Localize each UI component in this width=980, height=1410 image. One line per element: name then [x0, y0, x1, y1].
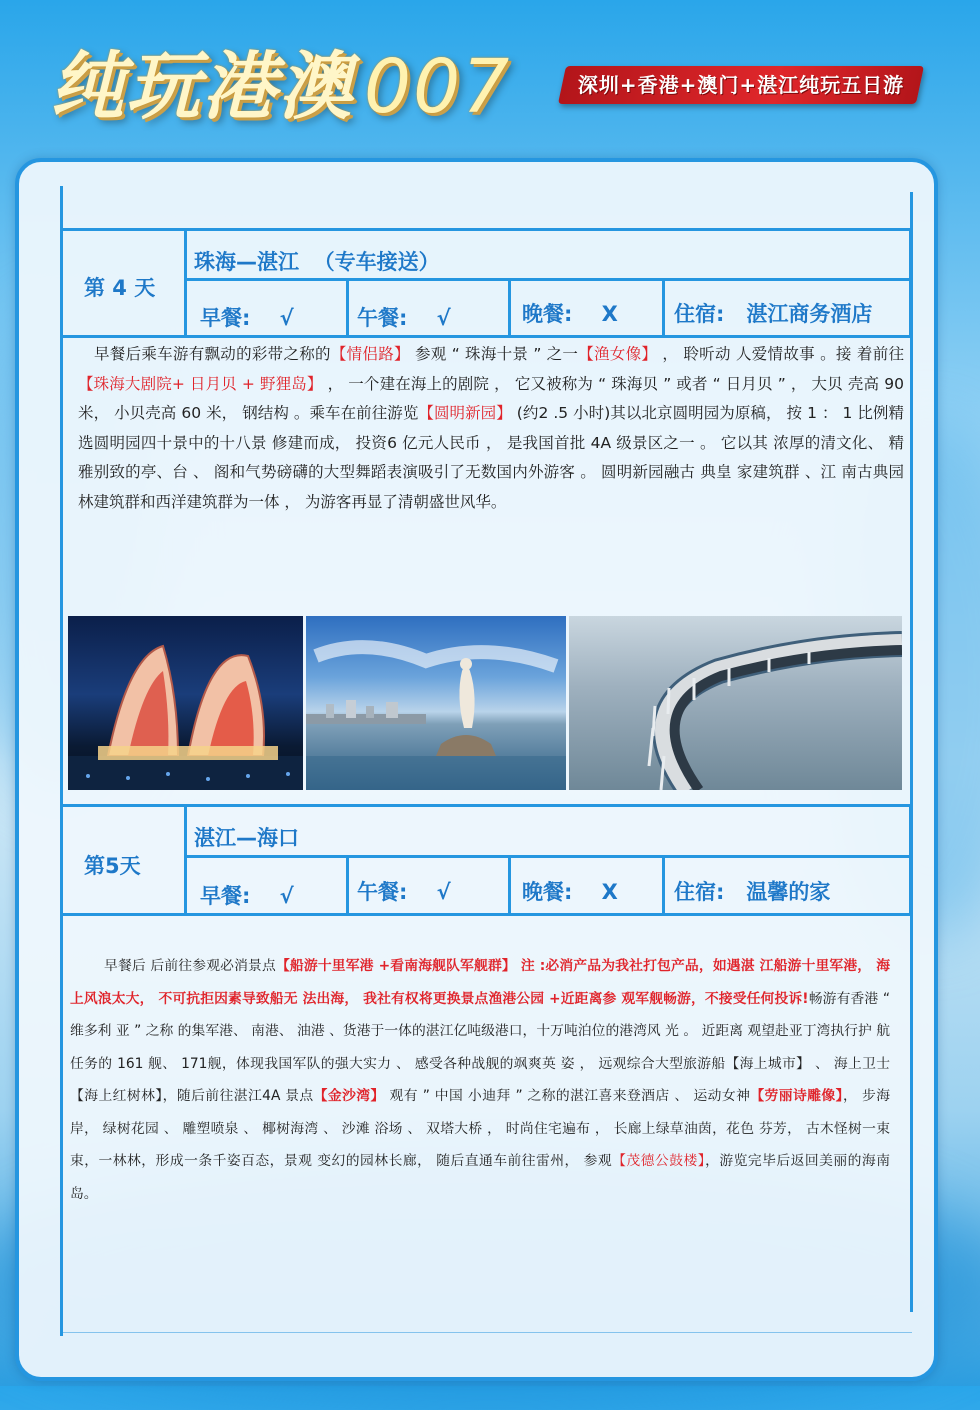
body-text: (约2 .5 小时)其以北京圆明园为原稿， 按 1 ： 1 比例精选圆明园四十景中的十八景 修建而成， 投资6 亿元人民币 ， 是我国首批 4A 级景区之一 。 它以其 浓厚的清文化、 精雅别致的亭、台 、 阁和气势磅礴的大型舞蹈表演吸引了无数国内外游客 。 圆明新园融古 典皇 家建筑群 、江 南古典园林建筑群和西洋建筑群为一体 ， 为游客再显了清朝盛世风华。 — [78, 404, 904, 511]
day4-divider-meal3 — [662, 278, 665, 338]
highlight-text: 【茂德公鼓楼】 — [612, 1153, 706, 1169]
day5-divider-row — [184, 855, 912, 858]
day4-route: 珠海—湛江 （专车接送） — [194, 250, 440, 274]
body-text: 参观 “ 珠海十景 ” 之一 — [409, 345, 579, 363]
body-text: ， 一个建在海上的剧院 ， 它又被称为 “ 珠海贝 ” 或者 “ 日月贝 ” ， 大贝 壳高 90 米， 小贝壳高 60 米， 钢结构 。乘车在前往游览 — [78, 374, 904, 422]
highlight-text: 【珠海大剧院+ 日月贝 + 野狸岛】 — [78, 374, 323, 393]
highlight-text: 【船游十里军港 +看南海舰队军舰群】 注 :必消产品为我社打包产品，如遇湛 江船游十里军港， 海上风浪太大， 不可抗拒因素导致船无 法出海， 我社有权将更换景点渔港公园 +近距离参 观军舰畅游，不接受任何投诉! — [70, 958, 891, 1007]
right-border-line — [910, 192, 913, 1312]
body-text: ，游览完毕后返回美丽的海南岛。 — [70, 1153, 890, 1202]
highlight-text: 【渔女像】 — [578, 345, 658, 363]
body-text: 畅游有香港 “ 维多利 亚 ” 之称 的集军港、 南港、 油港 、货港于一体的湛江亿吨级港口，十万吨泊位的港湾风 光 。 近距离 观望赴亚丁湾执行护 航任务的 161 舰、 171舰，体现我国军队的强大实力 、 感受各种战舰的飒爽英 姿 ， 远观综合大型旅游船【海上城市】 、 海上卫士【海上红树林】，随后前往湛江4A 景点 — [70, 990, 890, 1104]
tour-subtitle-banner — [558, 66, 924, 104]
day4-description — [78, 340, 904, 517]
theatre-illustration — [68, 616, 303, 790]
body-text: 早餐后乘车游有飘动的彩带之称的 — [94, 345, 331, 363]
day5-divider-meal2 — [508, 855, 511, 916]
day4-dinner: 晚餐: X — [522, 302, 618, 326]
bottom-guide-line — [60, 1332, 912, 1333]
left-border-line — [60, 186, 63, 1336]
day5-route: 湛江—海口 — [194, 826, 299, 850]
sea-bridge-photo — [569, 616, 902, 790]
highlight-text: 【圆明新园】 — [418, 404, 512, 422]
day4-label: 第 4 天 — [84, 276, 156, 300]
body-text: 早餐后 后前往参观必消景点 — [104, 958, 276, 974]
body-text: ， 聆听动 人爱情故事 。接 着前往 — [657, 345, 904, 363]
zhuhai-grand-theatre-photo — [68, 616, 303, 790]
day5-description — [70, 950, 890, 1210]
day5-label: 第5天 — [84, 854, 141, 878]
day4-divider-day — [184, 228, 187, 338]
day5-dinner: 晚餐: X — [522, 880, 618, 904]
day5-lodging: 住宿: 温馨的家 — [674, 880, 831, 904]
tour-subtitle-text: 深圳+香港+澳门+湛江纯玩五日游 — [577, 73, 905, 97]
day5-breakfast: 早餐: √ — [200, 884, 294, 908]
highlight-text: 【情侣路】 — [330, 345, 410, 363]
day5-divider-meal3 — [662, 855, 665, 916]
day4-divider-meal2 — [508, 278, 511, 338]
brand-title-text: 纯玩港澳 — [50, 44, 354, 130]
day5-divider-meal1 — [346, 855, 349, 916]
day4-lodging: 住宿: 湛江商务酒店 — [674, 302, 873, 326]
bridge-illustration — [569, 616, 902, 790]
day5-divider-day — [184, 804, 187, 916]
highlight-text: 【劳丽诗雕像】 — [750, 1088, 843, 1104]
brand-title-number: 007 — [364, 44, 512, 130]
fisher-girl-statue-photo — [306, 616, 566, 790]
statue-illustration — [306, 616, 566, 790]
highlight-text: 【金沙湾】 — [313, 1088, 385, 1104]
page-header — [0, 0, 980, 150]
day4-lunch: 午餐: √ — [357, 306, 451, 330]
body-text: 观有 ” 中国 小迪拜 ” 之称的湛江喜来登酒店 、 运动女神 — [384, 1088, 751, 1104]
day5-lunch: 午餐: √ — [357, 880, 451, 904]
day4-divider-meal1 — [346, 278, 349, 338]
day4-divider-row — [184, 278, 912, 281]
day4-breakfast: 早餐: √ — [200, 306, 294, 330]
brand-title — [50, 28, 511, 134]
body-text: ， 步海岸， 绿树花园 、 雕塑喷泉 、 椰树海湾 、 沙滩 浴场 、 双塔大桥 ， 时尚住宅遍布 ， 长廊上绿草油茵，花色 芬芳， 古木怪树一束束，一林林，形成一条千姿百态，景观 变幻的园林长廊， 随后直通车前往雷州， 参观 — [70, 1088, 891, 1169]
